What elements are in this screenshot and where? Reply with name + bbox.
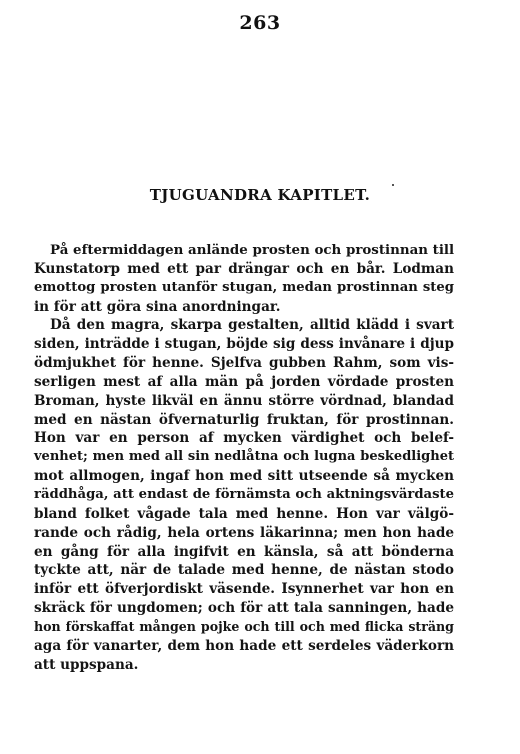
text-line: Broman, hyste likväl en ännu större vördnad, blandad <box>34 392 454 409</box>
body-text <box>34 241 454 674</box>
text-line: Kunstatorp med ett par drängar och en bår. Lodman <box>34 260 454 277</box>
text-line: mot allmogen, ingaf hon med sitt utseende så mycken <box>34 468 454 485</box>
text-line: hon förskaffat mången pojke och till och med flicka sträng <box>34 618 454 634</box>
text-line: skräck för ungdomen; och för att tala sanningen, hade <box>34 600 454 617</box>
text-line: aga för vanarter, dem hon hade ett serdeles väderkorn <box>34 637 454 654</box>
chapter-title: TJUGUANDRA KAPITLET. <box>149 186 371 204</box>
text-line: in för att göra sina anordningar. <box>34 298 281 315</box>
text-line: rande och rådig, hela ortens läkarinna; men hon hade <box>34 524 454 541</box>
text-line: med en nästan öfvernaturlig fruktan, för prostinnan. <box>34 411 454 428</box>
text-line: siden, inträdde i stugan, böjde sig dess invånare i djup <box>34 336 454 353</box>
text-line: tyckte att, när de talade med henne, de nästan stodo <box>34 562 454 579</box>
text-line: bland folket vågade tala med henne. Hon var välgö- <box>34 505 454 522</box>
text-line: Hon var en person af mycken värdighet och belef- <box>34 430 454 447</box>
text-line: På eftermiddagen anlände prosten och prostinnan till <box>50 242 455 258</box>
text-line: emottog prosten utanför stugan, medan prostinnan steg <box>34 279 454 295</box>
text-line: Då den magra, skarpa gestalten, alltid klädd i svart <box>50 317 454 334</box>
text-line: att uppspana. <box>34 656 139 673</box>
text-line: inför ett öfverjordiskt väsende. Isynnerhet var hon en <box>34 581 454 598</box>
text-line: venhet; men med all sin nedlåtna och lugna beskedlighet <box>34 449 454 465</box>
text-line: en gång för alla ingifvit en känsla, så att bönderna <box>34 543 454 560</box>
text-line: serligen mest af alla män på jorden vördade prosten <box>34 373 454 390</box>
page-number: 263 <box>239 12 281 34</box>
text-line: räddhåga, att endast de förnämsta och aktningsvärdaste <box>34 486 454 502</box>
text-line: ödmjukhet för henne. Sjelfva gubben Rahm, som vis- <box>34 355 454 372</box>
